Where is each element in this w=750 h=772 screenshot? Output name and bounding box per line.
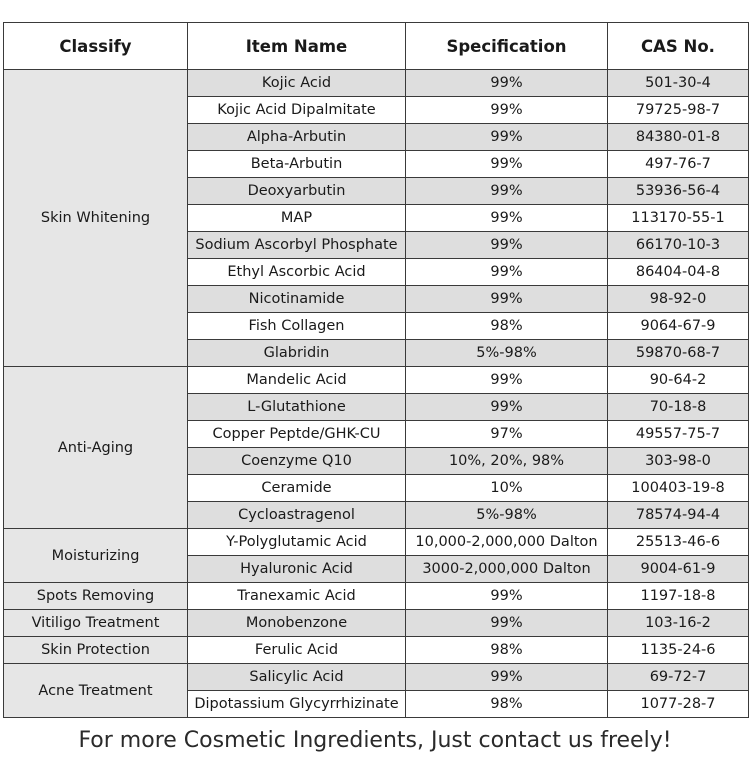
table-row bbox=[4, 529, 749, 556]
cas-no-cell: 84380-01-8 bbox=[608, 124, 749, 151]
specification-cell: 98% bbox=[406, 313, 608, 340]
table-row bbox=[4, 637, 749, 664]
item-name-cell: Alpha-Arbutin bbox=[188, 124, 406, 151]
specification-cell: 5%-98% bbox=[406, 340, 608, 367]
cas-no-cell: 501-30-4 bbox=[608, 70, 749, 97]
item-name-cell: Ethyl Ascorbic Acid bbox=[188, 259, 406, 286]
specification-cell: 99% bbox=[406, 178, 608, 205]
cas-no-cell: 1135-24-6 bbox=[608, 637, 749, 664]
table-header-row bbox=[4, 23, 749, 70]
item-name-cell: Deoxyarbutin bbox=[188, 178, 406, 205]
cas-no-cell: 497-76-7 bbox=[608, 151, 749, 178]
cas-no-cell: 86404-04-8 bbox=[608, 259, 749, 286]
specification-cell: 99% bbox=[406, 232, 608, 259]
item-name-cell: Dipotassium Glycyrrhizinate bbox=[188, 691, 406, 718]
table-row bbox=[4, 583, 749, 610]
item-name-cell: Hyaluronic Acid bbox=[188, 556, 406, 583]
classify-cell: Skin Whitening bbox=[4, 70, 188, 367]
item-name-cell: Mandelic Acid bbox=[188, 367, 406, 394]
classify-cell: Spots Removing bbox=[4, 583, 188, 610]
specification-cell: 99% bbox=[406, 610, 608, 637]
table-body bbox=[4, 70, 749, 718]
item-name-cell: Salicylic Acid bbox=[188, 664, 406, 691]
item-name-cell: Cycloastragenol bbox=[188, 502, 406, 529]
ingredients-table bbox=[3, 22, 749, 718]
table-row bbox=[4, 664, 749, 691]
cas-no-cell: 70-18-8 bbox=[608, 394, 749, 421]
classify-cell: Moisturizing bbox=[4, 529, 188, 583]
cas-no-cell: 113170-55-1 bbox=[608, 205, 749, 232]
specification-cell: 99% bbox=[406, 664, 608, 691]
specification-cell: 10%, 20%, 98% bbox=[406, 448, 608, 475]
cas-no-cell: 98-92-0 bbox=[608, 286, 749, 313]
classify-cell: Skin Protection bbox=[4, 637, 188, 664]
specification-cell: 99% bbox=[406, 151, 608, 178]
item-name-cell: Tranexamic Acid bbox=[188, 583, 406, 610]
cas-no-cell: 9004-61-9 bbox=[608, 556, 749, 583]
specification-cell: 99% bbox=[406, 259, 608, 286]
specification-cell: 98% bbox=[406, 691, 608, 718]
header-cas-no: CAS No. bbox=[608, 23, 749, 70]
header-specification: Specification bbox=[406, 23, 608, 70]
specification-cell: 99% bbox=[406, 583, 608, 610]
table-row bbox=[4, 610, 749, 637]
specification-cell: 99% bbox=[406, 70, 608, 97]
specification-cell: 99% bbox=[406, 124, 608, 151]
header-item-name: Item Name bbox=[188, 23, 406, 70]
table-row bbox=[4, 70, 749, 97]
item-name-cell: Ferulic Acid bbox=[188, 637, 406, 664]
table-row bbox=[4, 367, 749, 394]
item-name-cell: Monobenzone bbox=[188, 610, 406, 637]
header-classify: Classify bbox=[4, 23, 188, 70]
specification-cell: 99% bbox=[406, 394, 608, 421]
cas-no-cell: 79725-98-7 bbox=[608, 97, 749, 124]
cas-no-cell: 59870-68-7 bbox=[608, 340, 749, 367]
cas-no-cell: 100403-19-8 bbox=[608, 475, 749, 502]
specification-cell: 97% bbox=[406, 421, 608, 448]
item-name-cell: Sodium Ascorbyl Phosphate bbox=[188, 232, 406, 259]
specification-cell: 10,000-2,000,000 Dalton bbox=[406, 529, 608, 556]
specification-cell: 99% bbox=[406, 367, 608, 394]
cas-no-cell: 49557-75-7 bbox=[608, 421, 749, 448]
specification-cell: 99% bbox=[406, 286, 608, 313]
cas-no-cell: 25513-46-6 bbox=[608, 529, 749, 556]
specification-cell: 99% bbox=[406, 205, 608, 232]
cas-no-cell: 53936-56-4 bbox=[608, 178, 749, 205]
cas-no-cell: 303-98-0 bbox=[608, 448, 749, 475]
cas-no-cell: 69-72-7 bbox=[608, 664, 749, 691]
specification-cell: 3000-2,000,000 Dalton bbox=[406, 556, 608, 583]
item-name-cell: MAP bbox=[188, 205, 406, 232]
item-name-cell: Glabridin bbox=[188, 340, 406, 367]
cas-no-cell: 103-16-2 bbox=[608, 610, 749, 637]
cas-no-cell: 1077-28-7 bbox=[608, 691, 749, 718]
cas-no-cell: 78574-94-4 bbox=[608, 502, 749, 529]
cas-no-cell: 66170-10-3 bbox=[608, 232, 749, 259]
classify-cell: Anti-Aging bbox=[4, 367, 188, 529]
item-name-cell: Ceramide bbox=[188, 475, 406, 502]
cas-no-cell: 90-64-2 bbox=[608, 367, 749, 394]
cas-no-cell: 9064-67-9 bbox=[608, 313, 749, 340]
specification-cell: 98% bbox=[406, 637, 608, 664]
item-name-cell: Nicotinamide bbox=[188, 286, 406, 313]
specification-cell: 99% bbox=[406, 97, 608, 124]
item-name-cell: Copper Peptde/GHK-CU bbox=[188, 421, 406, 448]
item-name-cell: Coenzyme Q10 bbox=[188, 448, 406, 475]
classify-cell: Vitiligo Treatment bbox=[4, 610, 188, 637]
item-name-cell: L-Glutathione bbox=[188, 394, 406, 421]
specification-cell: 10% bbox=[406, 475, 608, 502]
item-name-cell: Fish Collagen bbox=[188, 313, 406, 340]
classify-cell: Acne Treatment bbox=[4, 664, 188, 718]
item-name-cell: Y-Polyglutamic Acid bbox=[188, 529, 406, 556]
specification-cell: 5%-98% bbox=[406, 502, 608, 529]
item-name-cell: Kojic Acid bbox=[188, 70, 406, 97]
item-name-cell: Kojic Acid Dipalmitate bbox=[188, 97, 406, 124]
cas-no-cell: 1197-18-8 bbox=[608, 583, 749, 610]
item-name-cell: Beta-Arbutin bbox=[188, 151, 406, 178]
footer-note: For more Cosmetic Ingredients, Just contact us freely! bbox=[78, 728, 672, 753]
